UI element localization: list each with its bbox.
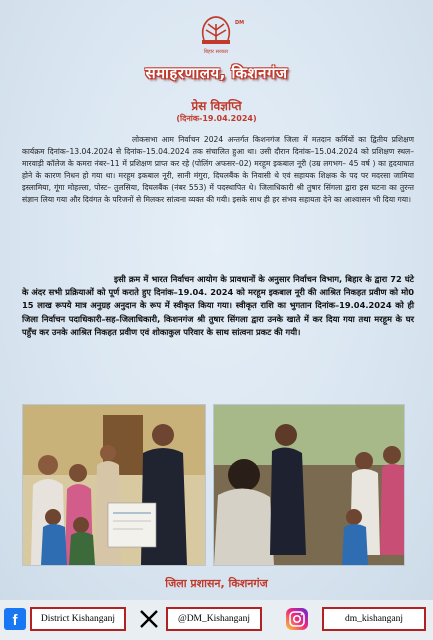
svg-text:DM: DM bbox=[235, 20, 245, 26]
photo-consoling-family bbox=[213, 404, 405, 566]
svg-text:बिहार सरकार: बिहार सरकार bbox=[203, 49, 229, 55]
bihar-govt-emblem bbox=[186, 10, 246, 58]
press-release-date: (दिनांक-19.04.2024) bbox=[176, 114, 257, 123]
social-media-bar bbox=[0, 600, 433, 640]
body-paragraph-2: इसी क्रम में भारत निर्वाचन आयोग के प्रावधानों के अनुसार निर्वाचन विभाग, बिहार के द्वारा 72 घंटे के अंदर सभी प्रक्रियाओं को पूर्ण कराते हुए दिनांक–19.04. 2024 को मरहूम इकबाल नूरी की आश्रित निकहत प्रवीण को मो0 15 लाख रूपये मात्र अनुग्रह अनुदान के रूप में स्वीकृत किया गया। स्वीकृत राशि का भुगतान दिनांक–19.04.2024 को ही जिला निर्वाचन पदाधिकारी–सह–जिलाधिकारी, किशनगंज श्री तुषार सिंगला द्वारा उनके खाते में कर दिया गया तथा मरहूम के घर पहुँच कर उनके आश्रित निकहत प्रवीण एवं शोकाकुल परिवार के साथ सांत्वना प्रकट की गयी। bbox=[22, 274, 414, 337]
instagram-icon[interactable] bbox=[286, 608, 308, 630]
instagram-handle[interactable]: dm_kishanganj bbox=[322, 607, 426, 631]
office-title: समाहरणालय, किशनगंज bbox=[145, 64, 288, 82]
press-release-heading: प्रेस विज्ञप्ति bbox=[191, 99, 242, 113]
body-paragraph-1: लोकसभा आम निर्वाचन 2024 अन्तर्गत किशनगंज जिला में मतदान कर्मियों का द्वितीय प्रशिक्षण कार्यक्रम दिनांक–13.04.2024 से दिनांक–15.04.2024 तक संचालित हुआ था। उसी दौरान दिनांक–15.04.2024 को प्रशिक्षण स्थल–मारवाड़ी कॉलेज के कमरा नंबर–11 में प्रशिक्षण प्राप्त कर रहे (पोलिंग अफसर–02) मरहूम इकबाल नूरी (उम्र लगभग– 45 वर्ष ) का हृदयाघात होने के कारण निधन हो गया था। मरहूम इकबाल नूरी, सानी मंगुरा, दिघलबैंक के निवासी थे एवं सहायक शिक्षक के पद पर मदरसा जामिया इस्लामिया, गूंगा मोहल्ला, पोस्ट– तुलसिया, दिघलबैंक (नंबर 553) में पदस्थापित थे। जिलाधिकारी श्री तुषार सिंगला द्वारा इस घटना का तुरन्त संज्ञान लिया गया और दिवंगत के परिजनों से मिलकर सांत्वना व्यक्त की गयी। इसके साथ ही हर संभव सहायता देने का आश्वासन भी दिया गया। bbox=[22, 135, 414, 205]
photo-cheque-handover bbox=[22, 404, 206, 566]
signature-district-admin: जिला प्रशासन, किशनगंज bbox=[165, 577, 268, 590]
svg-text:f: f bbox=[12, 612, 18, 629]
facebook-handle[interactable]: District Kishanganj bbox=[30, 607, 126, 631]
x-handle[interactable]: @DM_Kishanganj bbox=[166, 607, 262, 631]
facebook-icon[interactable] bbox=[4, 608, 26, 630]
x-icon[interactable] bbox=[138, 608, 160, 630]
